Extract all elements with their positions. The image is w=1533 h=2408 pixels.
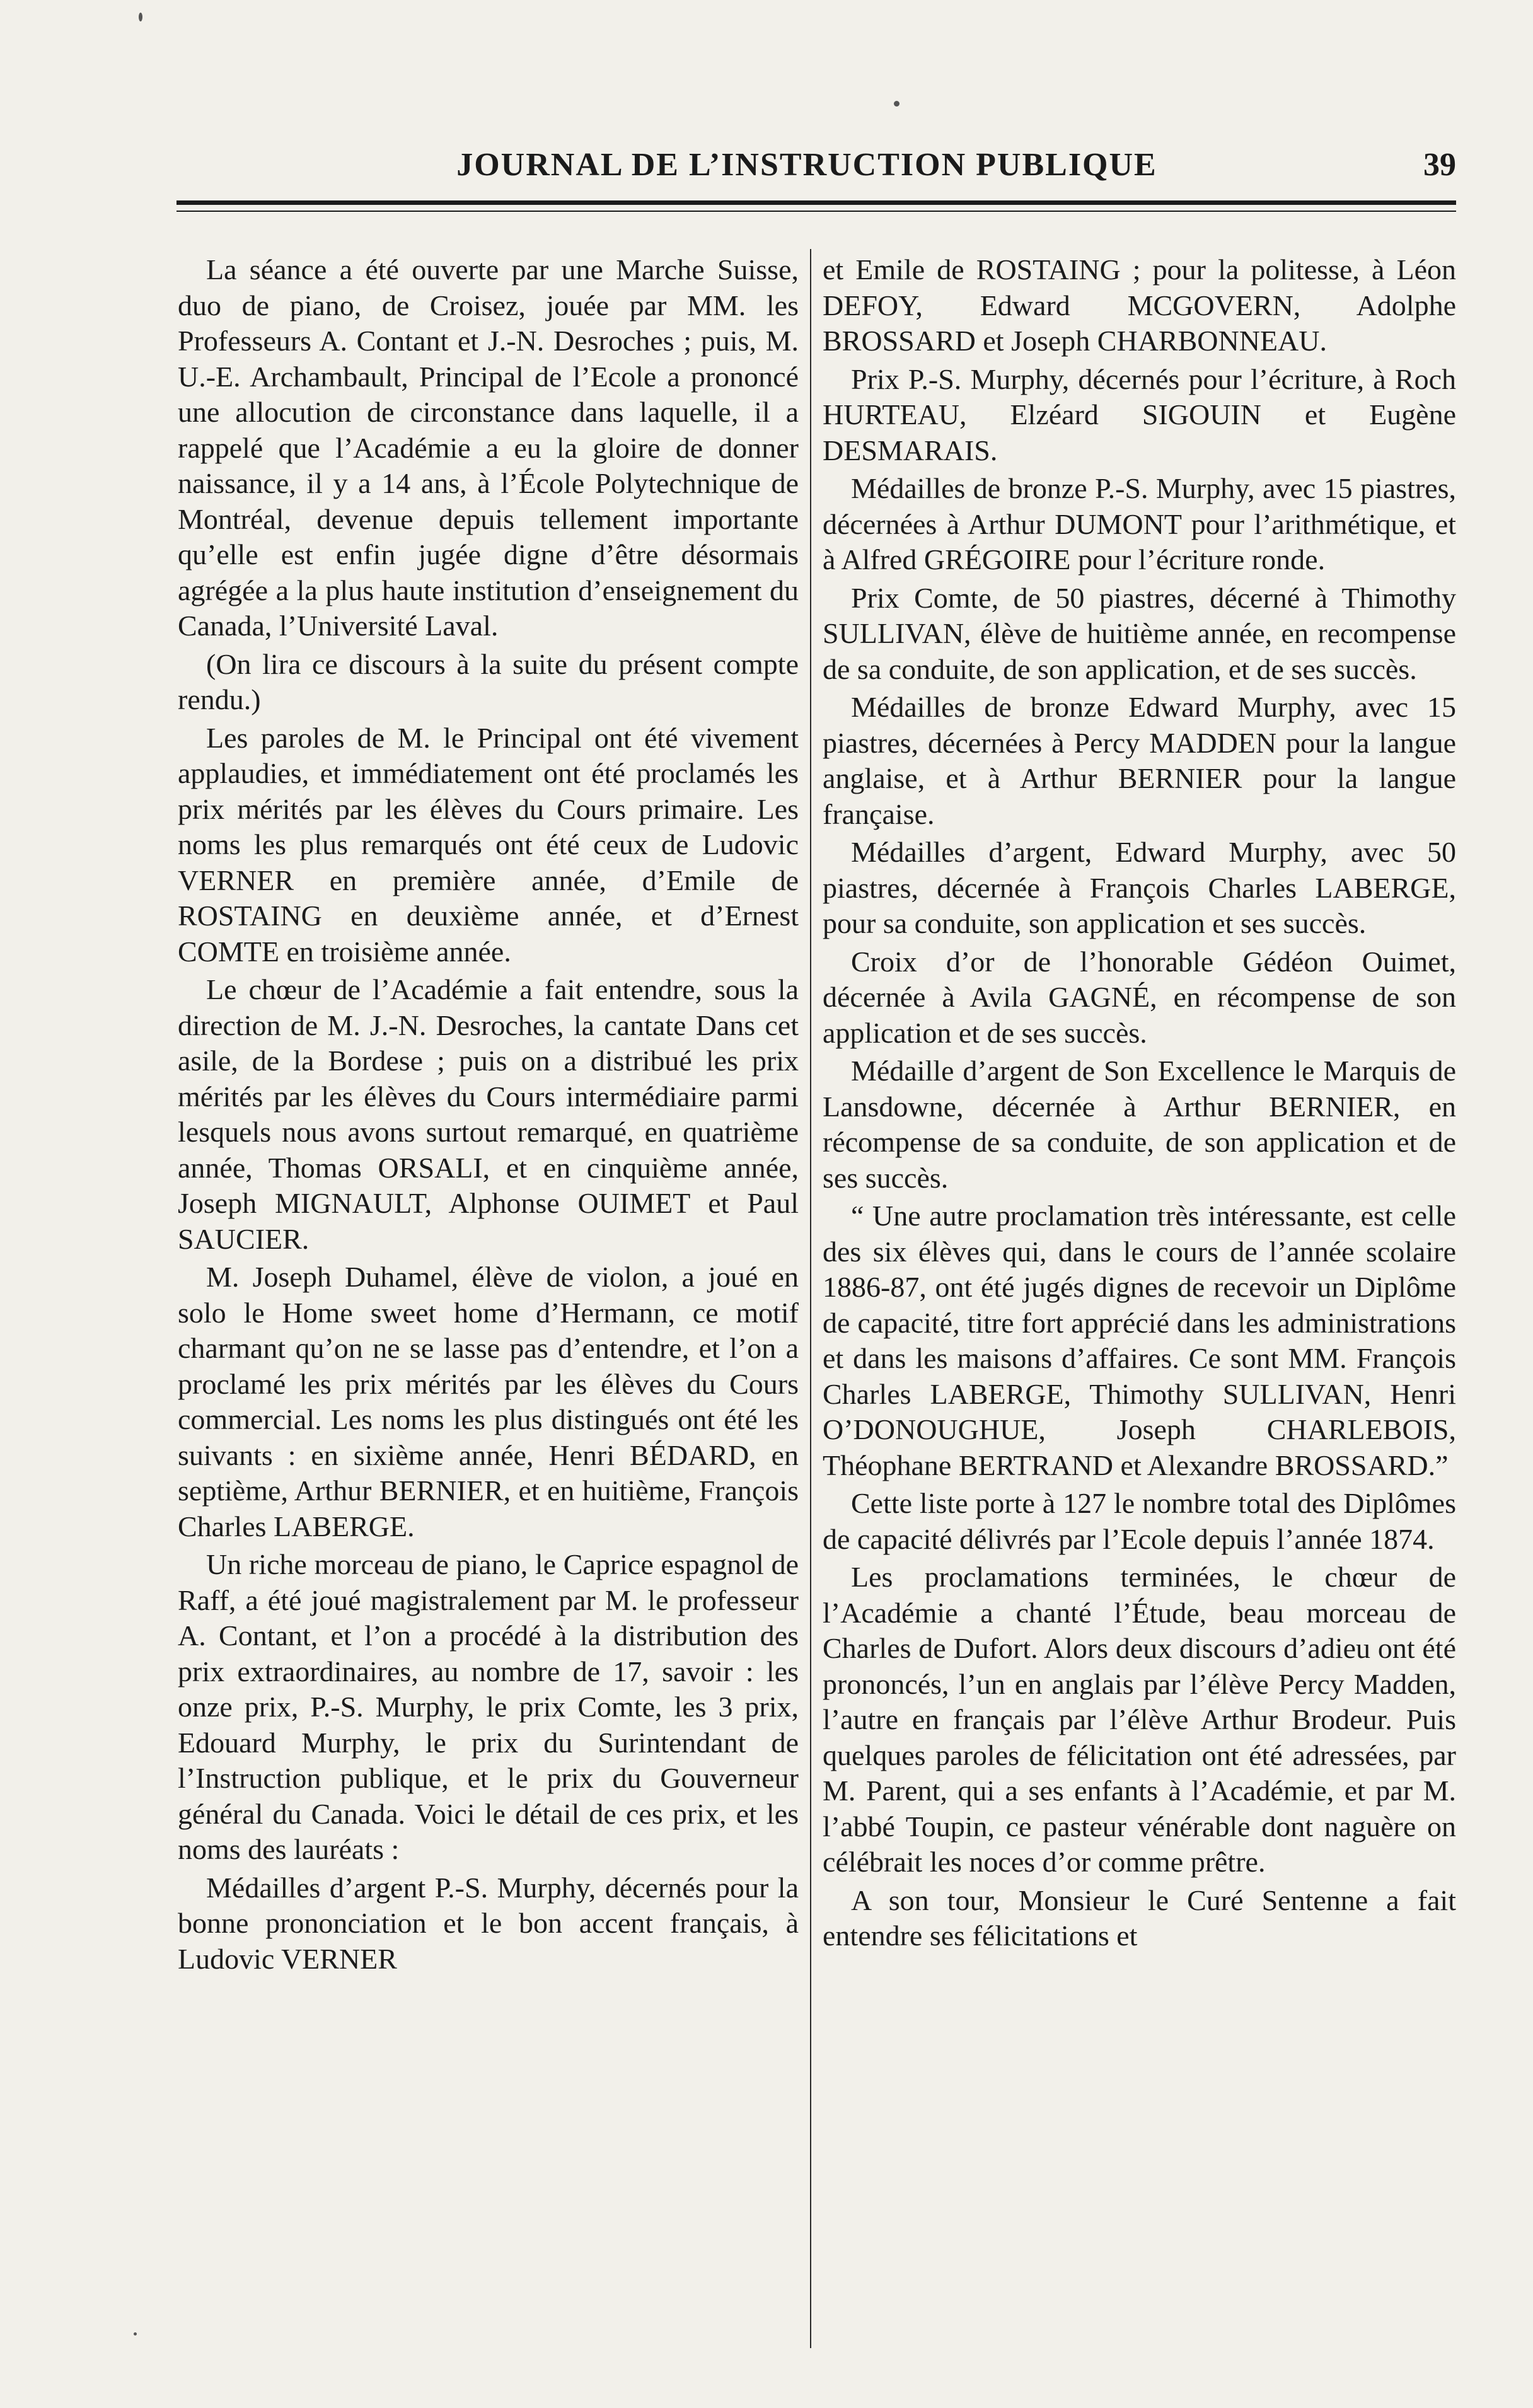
right-column (823, 252, 1456, 1954)
column-divider (810, 249, 811, 2348)
paragraph-diplomes: “ Une autre proclamation très intéressante, est celle des six élèves qui, dans le cours de l’année scolaire 1886-87, ont été jugés dignes de recevoir un Diplôme de capacité, titre fort apprécié dans les administrations et dans les maisons d’affaires. Ce sont MM. François Charles LABERGE, Thimothy SULLIVAN, Henri O’DONOUGHUE, Joseph CHARLEBOIS, Théophane BERTRAND et Alexandre BROSSARD.” (823, 1200, 1456, 1481)
left-column (178, 252, 799, 1977)
paragraph-prix-ecriture: Prix P.-S. Murphy, décernés pour l’écriture, à Roch HURTEAU, Elzéard SIGOUIN et Eugène DESMARAIS. (823, 362, 1456, 466)
paragraph-medailles-bronze-ps: Médailles de bronze P.-S. Murphy, avec 15 piastres, décernées à Arthur DUMONT pour l’arithmétique, et à Alfred GRÉGOIRE pour l’écriture ronde. (823, 472, 1456, 576)
paragraph-medailles-argent-edward: Médailles d’argent, Edward Murphy, avec 50 piastres, décernée à François Charles LABERGE, pour sa conduite, son application et ses succès. (823, 836, 1456, 939)
paragraph-prix-comte: Prix Comte, de 50 piastres, décerné à Thimothy SULLIVAN, élève de huitième année, en recompense de sa conduite, de son application, et de ses succès. (823, 581, 1456, 685)
running-head (176, 146, 1456, 190)
paragraph-proclamations-terminees: Les proclamations terminées, le chœur de l’Académie a chanté l’Étude, beau morceau de Charles de Dufort. Alors deux discours d’adieu ont été prononcés, l’un en anglais par l’élève Percy Madden, l’autre en français par l’élève Arthur Brodeur. Puis quelques paroles de félicitation ont été adressées, par M. Parent, qui a ses enfants à l’Académie, et par M. l’abbé Toupin, ce pasteur vénérable dont naguère on célébrait les noces d’or comme prêtre. (823, 1561, 1456, 1878)
paragraph-cure-sentenne: A son tour, Monsieur le Curé Sentenne a fait entendre ses félicitations et (823, 1884, 1456, 1952)
paragraph-continuation: et Emile de ROSTAING ; pour la politesse, à Léon DEFOY, Edward MCGOVERN, Adolphe BROSSARD et Joseph CHARBONNEAU. (823, 253, 1456, 357)
scan-speckle (134, 2332, 137, 2336)
paragraph-discours-note: (On lira ce discours à la suite du présent compte rendu.) (178, 647, 799, 715)
paragraph-prix-extraordinaires: Un riche morceau de piano, le Caprice espagnol de Raff, a été joué magistralement par M. le professeur A. Contant, et l’on a procédé à la distribution des prix extraordinaires, au nombre de 17, savoir : les onze prix, P.-S. Murphy, le prix Comte, les 3 prix, Edouard Murphy, le prix du Surintendant de l’Instruction publique, et le prix du Gouverneur général du Canada. Voici le détail de ces prix, et les noms des lauréats : (178, 1548, 799, 1865)
paragraph-liste-total: Cette liste porte à 127 le nombre total des Diplômes de capacité délivrés par l’Ecole depuis l’année 1874. (823, 1487, 1456, 1555)
paragraph-medaille-lansdowne: Médaille d’argent de Son Excellence le Marquis de Lansdowne, décernée à Arthur BERNIER, en récompense de sa conduite, de son application et de ses succès. (823, 1055, 1456, 1194)
scan-speckle (139, 13, 142, 21)
page-number: 39 (1423, 147, 1456, 183)
paragraph-cours-intermediaire: Le chœur de l’Académie a fait entendre, sous la direction de M. J.-N. Desroches, la cantate Dans cet asile, de la Bordese ; puis on a distribué les prix mérités par les élèves du Cours intermédiaire parmi lesquels nous avons surtout remarqué, en quatrième année, Thomas ORSALI, et en cinquième année, Joseph MIGNAULT, Alphonse OUIMET et Paul SAUCIER. (178, 973, 799, 1255)
paragraph-medailles-murphy: Médailles d’argent P.-S. Murphy, décernés pour la bonne prononciation et le bon accent français, à Ludovic VERNER (178, 1871, 799, 1975)
header-rule-thick (176, 200, 1456, 205)
journal-title: JOURNAL DE L’INSTRUCTION PUBLIQUE (456, 147, 1157, 183)
paragraph-croix-or: Croix d’or de l’honorable Gédéon Ouimet, décernée à Avila GAGNÉ, en récompense de son application et de ses succès. (823, 945, 1456, 1049)
paragraph-cours-commercial: M. Joseph Duhamel, élève de violon, a joué en solo le Home sweet home d’Hermann, ce motif charmant qu’on ne se lasse pas d’entendre, et l’on a proclamé les prix mérités par les élèves du Cours commercial. Les noms les plus distingués ont été les suivants : en sixième année, Henri BÉDARD, en septième, Arthur BERNIER, et en huitième, François Charles LABERGE. (178, 1261, 799, 1543)
paragraph-cours-primaire: Les paroles de M. le Principal ont été vivement applaudies, et immédiatement ont été proclamés les prix mérités par les élèves du Cours primaire. Les noms les plus remarqués ont été ceux de Ludovic VERNER en première année, d’Emile de ROSTAING en deuxième année, et d’Ernest COMTE en troisième année. (178, 721, 799, 968)
paragraph-medailles-bronze-edward: Médailles de bronze Edward Murphy, avec 15 piastres, décernées à Percy MADDEN pour la langue anglaise, et à Arthur BERNIER pour la langue française. (823, 691, 1456, 830)
scan-speckle (894, 101, 900, 107)
paragraph-opening: La séance a été ouverte par une Marche Suisse, duo de piano, de Croisez, jouée par MM. les Professeurs A. Contant et J.-N. Desroches ; puis, M. U.-E. Archambault, Principal de l’Ecole a prononcé une allocution de circonstance dans laquelle, il a rappelé que l’Académie a eu la gloire de donner naissance, il y a 14 ans, à l’École Polytechnique de Montréal, devenue depuis tellement importante qu’elle est enfin jugée digne d’être désormais agrégée a la plus haute institution d’enseignement du Canada, l’Université Laval. (178, 253, 799, 642)
header-rule-thin (176, 211, 1456, 212)
